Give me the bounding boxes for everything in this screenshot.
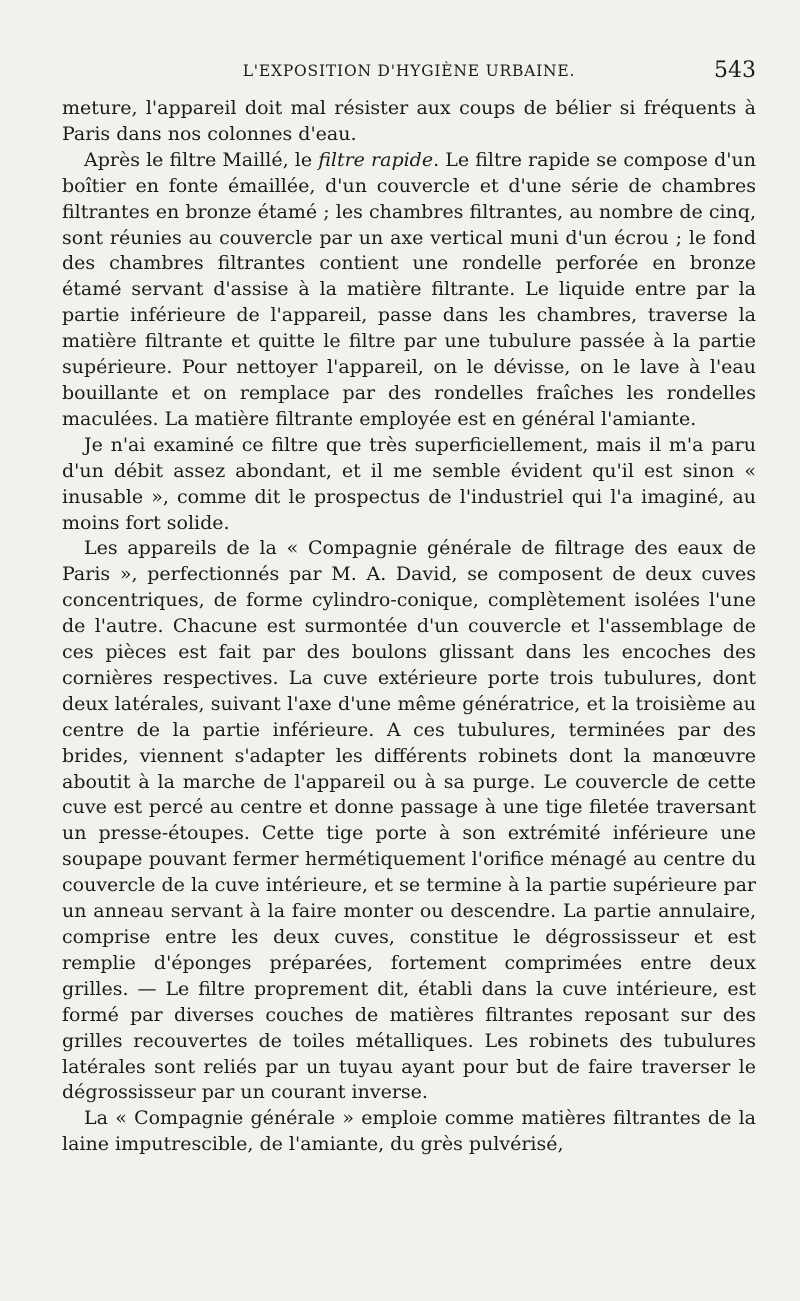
paragraph-matieres-filtrantes: La « Compagnie générale » emploie comme matières filtrantes de la laine imputrescible, de l'amiante, du grès pulvérisé, bbox=[62, 1107, 756, 1156]
paragraph-filtre-rapide bbox=[62, 148, 756, 433]
emphasis-filtre-rapide: filtre rapide bbox=[318, 148, 434, 171]
paragraph-text: Après le filtre Maillé, le bbox=[84, 148, 319, 171]
paragraph-compagnie-appareils: Les appareils de la « Compagnie générale de filtrage des eaux de Paris », perfectionnés par M. A. David, se composent de deux cuves concentriques, de forme cylindro-conique, complètement isolées l'une de l'autre. Chacune est surmontée d'un couvercle et l'assemblage de ces pièces est fait par des boulons glissant dans les encoches des cornières respectives. La cuve extérieure porte trois tubulures, dont deux latérales, suivant l'axe d'une même génératrice, et la troisième au centre de la partie inférieure. A ces tubulures, terminées par des brides, viennent s'adapter les différents robinets dont la manœuvre aboutit à la marche de l'appareil ou à sa purge. Le couvercle de cette cuve est percé au centre et donne passage à une tige filetée traversant un presse-étoupes. Cette tige porte à son extrémité inférieure une soupape pouvant fermer hermétiquement l'orifice ménagé au centre du couvercle de la cuve intérieure, et se termine à la partie supérieure par un anneau servant à la faire monter ou descendre. La partie annulaire, comprise entre les deux cuves, constitue le dégrossisseur et est remplie d'éponges préparées, fortement comprimées entre deux grilles. — Le filtre proprement dit, établi dans la cuve intérieure, est formé par diverses couches de matières filtrantes reposant sur des grilles recouvertes de toiles métalliques. Les robinets des tubulures latérales sont reliés par un tuyau ayant pour but de faire traverser le dégrossisseur par un courant inverse. bbox=[62, 537, 756, 1104]
running-title: L'EXPOSITION D'HYGIÈNE URBAINE. bbox=[242, 62, 576, 80]
page-header bbox=[62, 58, 756, 88]
paragraph-text: . Le filtre rapide se compose d'un boîtier en fonte émaillée, d'un couvercle et d'une série de chambres filtrantes en bronze étamé ; les chambres filtrantes, au nombre de cinq, sont réunies au couvercle par un axe vertical muni d'un écrou ; le fond des chambres filtrantes contient une rondelle perforée en bronze étamé servant d'assise à la matière filtrante. Le liquide entre par la partie inférieure de l'appareil, passe dans les chambres, traverse la matière filtrante et quitte le filtre par une tubulure passée à la partie supérieure. Pour nettoyer l'appareil, on le dévisse, on le lave à l'eau bouillante et on remplace par des rondelles fraîches les rondelles maculées. La matière filtrante employée est en général l'amiante. bbox=[62, 148, 757, 430]
body-text bbox=[62, 96, 756, 1158]
page-number: 543 bbox=[714, 58, 756, 83]
paragraph-continuation: meture, l'appareil doit mal résister aux coups de bélier si fréquents à Paris dans nos colonnes d'eau. bbox=[62, 97, 756, 145]
paragraph-examen: Je n'ai examiné ce filtre que très superficiellement, mais il m'a paru d'un débit assez abondant, et il me semble évident qu'il est sinon « inusable », comme dit le prospectus de l'industriel qui l'a imaginé, au moins fort solide. bbox=[62, 433, 756, 534]
